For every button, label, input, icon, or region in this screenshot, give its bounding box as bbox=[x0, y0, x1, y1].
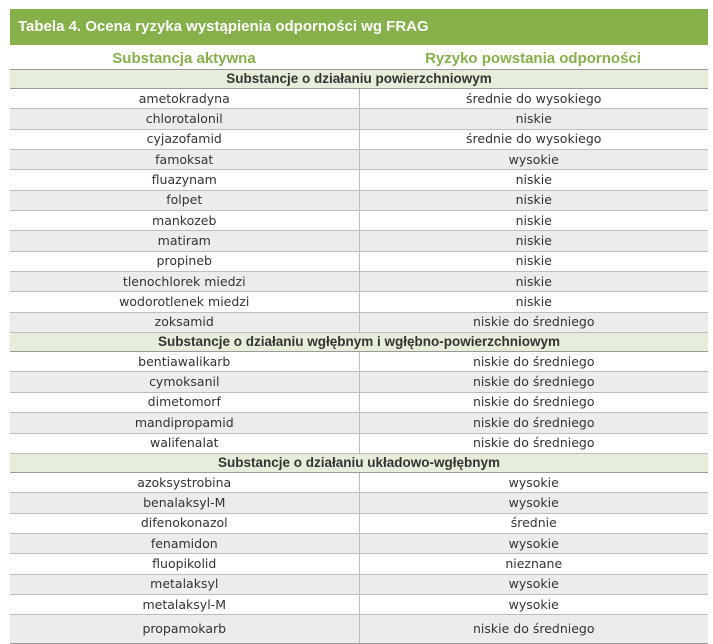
column-header-risk: Ryzyko powstania odporności bbox=[425, 50, 641, 67]
column-header-substance: Substancja aktywna bbox=[112, 50, 256, 67]
risk-cell: niskie bbox=[359, 190, 708, 210]
substance-cell: fluazynam bbox=[10, 170, 359, 190]
risk-cell: średnie do wysokiego bbox=[359, 129, 708, 149]
substance-cell: wodorotlenek miedzi bbox=[10, 292, 359, 312]
risk-table bbox=[10, 69, 708, 644]
substance-cell: cyjazofamid bbox=[10, 129, 359, 149]
risk-cell: wysokie bbox=[359, 594, 708, 614]
risk-cell: wysokie bbox=[359, 472, 708, 492]
section-header-row bbox=[10, 453, 708, 472]
table-row bbox=[10, 554, 708, 574]
substance-cell: cymoksanil bbox=[10, 372, 359, 392]
table-row bbox=[10, 493, 708, 513]
substance-cell: difenokonazol bbox=[10, 513, 359, 533]
substance-cell: metalaksyl bbox=[10, 574, 359, 594]
section-heading: Substancje o działaniu układowo-wgłębnym bbox=[10, 453, 708, 472]
substance-cell: metalaksyl-M bbox=[10, 594, 359, 614]
substance-cell: fenamidon bbox=[10, 533, 359, 553]
table-row bbox=[10, 533, 708, 553]
risk-cell: niskie bbox=[359, 231, 708, 251]
table-row bbox=[10, 372, 708, 392]
table-row bbox=[10, 109, 708, 129]
substance-cell: walifenalat bbox=[10, 433, 359, 453]
table-row bbox=[10, 312, 708, 332]
risk-cell: niskie do średniego bbox=[359, 615, 708, 644]
risk-table-body bbox=[10, 70, 708, 644]
substance-cell: mandipropamid bbox=[10, 413, 359, 433]
section-header-row bbox=[10, 333, 708, 352]
risk-cell: niskie bbox=[359, 109, 708, 129]
substance-cell: mankozeb bbox=[10, 211, 359, 231]
table-row bbox=[10, 433, 708, 453]
table-row bbox=[10, 352, 708, 372]
risk-cell: niskie do średniego bbox=[359, 392, 708, 412]
table-row bbox=[10, 413, 708, 433]
table-row bbox=[10, 392, 708, 412]
table-row bbox=[10, 89, 708, 109]
risk-cell: średnie bbox=[359, 513, 708, 533]
risk-cell: niskie bbox=[359, 292, 708, 312]
table-row bbox=[10, 574, 708, 594]
table-row bbox=[10, 292, 708, 312]
column-headers bbox=[10, 48, 708, 69]
table-row bbox=[10, 272, 708, 292]
substance-cell: matiram bbox=[10, 231, 359, 251]
risk-cell: nieznane bbox=[359, 554, 708, 574]
table-row bbox=[10, 251, 708, 271]
table-row bbox=[10, 513, 708, 533]
risk-cell: niskie do średniego bbox=[359, 433, 708, 453]
risk-cell: niskie bbox=[359, 211, 708, 231]
table-row bbox=[10, 211, 708, 231]
risk-cell: wysokie bbox=[359, 574, 708, 594]
table-row bbox=[10, 150, 708, 170]
substance-cell: tlenochlorek miedzi bbox=[10, 272, 359, 292]
risk-table-figure bbox=[10, 9, 708, 644]
table-row bbox=[10, 231, 708, 251]
table-row bbox=[10, 472, 708, 492]
table-row bbox=[10, 615, 708, 644]
table-row bbox=[10, 190, 708, 210]
risk-cell: niskie do średniego bbox=[359, 312, 708, 332]
substance-cell: dimetomorf bbox=[10, 392, 359, 412]
section-heading: Substancje o działaniu wgłębnym i wgłębno-powierzchniowym bbox=[10, 333, 708, 352]
substance-cell: famoksat bbox=[10, 150, 359, 170]
substance-cell: fluopikolid bbox=[10, 554, 359, 574]
substance-cell: benalaksyl-M bbox=[10, 493, 359, 513]
table-row bbox=[10, 594, 708, 614]
risk-cell: wysokie bbox=[359, 150, 708, 170]
substance-cell: folpet bbox=[10, 190, 359, 210]
risk-cell: niskie bbox=[359, 272, 708, 292]
substance-cell: propineb bbox=[10, 251, 359, 271]
risk-cell: niskie bbox=[359, 170, 708, 190]
substance-cell: propamokarb bbox=[10, 615, 359, 644]
table-row bbox=[10, 170, 708, 190]
risk-cell: niskie do średniego bbox=[359, 413, 708, 433]
substance-cell: bentiawalikarb bbox=[10, 352, 359, 372]
table-row bbox=[10, 129, 708, 149]
risk-cell: niskie do średniego bbox=[359, 372, 708, 392]
substance-cell: ametokradyna bbox=[10, 89, 359, 109]
section-heading: Substancje o działaniu powierzchniowym bbox=[10, 70, 708, 89]
risk-cell: wysokie bbox=[359, 533, 708, 553]
risk-cell: niskie bbox=[359, 251, 708, 271]
section-header-row bbox=[10, 70, 708, 89]
substance-cell: chlorotalonil bbox=[10, 109, 359, 129]
risk-cell: średnie do wysokiego bbox=[359, 89, 708, 109]
table-title: Tabela 4. Ocena ryzyka wystąpienia odporności wg FRAG bbox=[10, 9, 708, 45]
risk-cell: niskie do średniego bbox=[359, 352, 708, 372]
substance-cell: azoksystrobina bbox=[10, 472, 359, 492]
risk-cell: wysokie bbox=[359, 493, 708, 513]
substance-cell: zoksamid bbox=[10, 312, 359, 332]
